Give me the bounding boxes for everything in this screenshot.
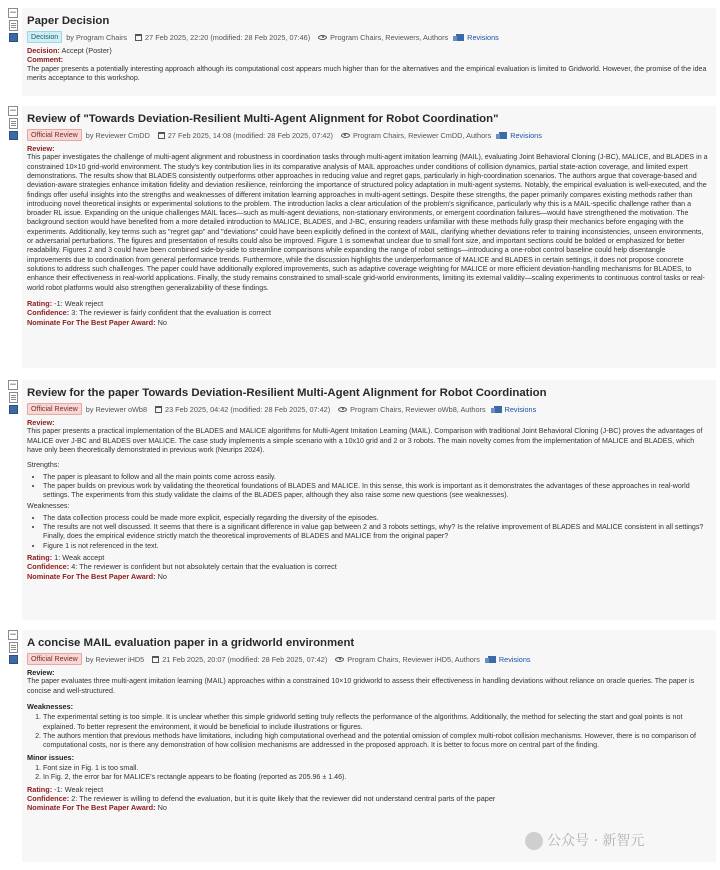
confidence-label: Confidence: xyxy=(27,562,70,572)
confidence-value: 2: The reviewer is willing to defend the evaluation, but it is quite likely that the reviewer did not understand central parts of the paper xyxy=(71,794,496,803)
list-item: • The paper is pleasant to follow and all the main points come across easily. xyxy=(43,473,710,482)
review-label: Review: xyxy=(27,668,55,677)
note-author: by Program Chairs xyxy=(66,32,128,42)
calendar-icon xyxy=(135,34,142,41)
note-meta xyxy=(27,653,710,665)
note-date: 27 Feb 2025, 22:20 (modified: 28 Feb 2025, 07:46) xyxy=(145,32,311,42)
eye-icon xyxy=(335,657,344,662)
watermark: 公众号 · 新智元 xyxy=(525,830,644,850)
note-controls xyxy=(7,8,19,42)
nominate-label: Nominate For The Best Paper Award: xyxy=(27,803,156,813)
expand-view-icon[interactable] xyxy=(9,20,18,31)
weaknesses-list xyxy=(27,713,710,750)
eye-icon xyxy=(341,133,350,138)
nominate-value: No xyxy=(157,317,167,327)
rating-label: Rating: xyxy=(27,298,53,308)
note-date: 27 Feb 2025, 14:08 (modified: 28 Feb 2025, 07:42) xyxy=(167,130,333,140)
collapse-button[interactable]: − xyxy=(9,8,17,18)
minor-issues-heading: Minor issues: xyxy=(27,752,75,762)
list-item: • The results are not well discussed. It seems that there is a significant difference in value gap between 2 and 3 robots settings, why? Is the relative improvement of BLADES and MALICE consistent in all settings? Finally, does the empirical evidence strictly match the theoretical improvements of BLADES and MALICE from the original paper? xyxy=(43,523,710,542)
confidence-value: 4: The reviewer is confident but not absolutely certain that the evaluation is correct xyxy=(71,562,337,572)
expand-view-icon[interactable] xyxy=(9,118,18,129)
revisions-link[interactable]: Revisions xyxy=(494,405,537,414)
note-date: 21 Feb 2025, 20:07 (modified: 28 Feb 2025, 07:42) xyxy=(162,654,328,664)
strengths-heading: Strengths: xyxy=(27,461,60,470)
list-item: • Figure 1 is not referenced in the text. xyxy=(43,542,710,551)
note-readers: Program Chairs, Reviewer iHD5, Authors xyxy=(347,654,480,664)
list-item: 2. In Fig. 2, the error bar for MALICE's rectangle appears to be floating (reported as 205.96 ± 1.46). xyxy=(43,773,710,782)
review-label: Review: xyxy=(27,144,55,153)
collapse-button[interactable]: − xyxy=(9,106,17,116)
rating-label: Rating: xyxy=(27,552,53,562)
list-item: 1. The experimental setting is too simple. It is unclear whether this simple gridworld setting truly reflects the performance of the algorithms. Additionally, the method for selecting the start and goal points is not explained. To better represent the environment, it would be beneficial to include illustrations or figures. xyxy=(43,713,710,732)
collapse-button[interactable]: − xyxy=(9,380,17,390)
collapse-button[interactable]: − xyxy=(9,630,17,640)
note-meta xyxy=(27,129,710,141)
comment-label: Comment: xyxy=(27,55,64,65)
decision-label: Decision: xyxy=(27,46,60,55)
strengths-list xyxy=(27,473,710,501)
weaknesses-list xyxy=(27,514,710,551)
review-text: The paper evaluates three multi-agent imitation learning (MAIL) approaches within a constrained 10×10 gridworld to assess their effectiveness in handling deviations without reliance on oracle queries. The paper is concise and well-structured. xyxy=(27,677,695,695)
note-author: by Reviewer CmDD xyxy=(85,130,150,140)
note-title: Review of "Towards Deviation-Resilient Multi-Agent Alignment for Robot Coordination" xyxy=(27,113,499,125)
note-date: 23 Feb 2025, 04:42 (modified: 28 Feb 2025, 07:42) xyxy=(165,404,331,414)
revisions-link[interactable]: Revisions xyxy=(499,131,542,140)
rating-value: -1: Weak reject xyxy=(54,298,104,308)
decision-value: Accept (Poster) xyxy=(61,46,112,55)
note-readers: Program Chairs, Reviewer CmDD, Authors xyxy=(352,130,492,140)
revisions-icon xyxy=(488,656,496,663)
wechat-logo-icon xyxy=(525,832,543,850)
note-readers: Program Chairs, Reviewers, Authors xyxy=(330,32,449,42)
rating-value: -1: Weak reject xyxy=(54,784,104,794)
decision-badge: Decision xyxy=(27,31,62,43)
trash-icon[interactable] xyxy=(9,33,18,42)
note-controls xyxy=(7,106,19,140)
note-controls xyxy=(7,630,19,664)
rating-value: 1: Weak accept xyxy=(54,552,105,562)
nominate-value: No xyxy=(157,571,167,581)
review-badge: Official Review xyxy=(27,403,82,415)
revisions-icon xyxy=(456,34,464,41)
expand-view-icon[interactable] xyxy=(9,392,18,403)
revisions-icon xyxy=(494,406,502,413)
review-text: This paper investigates the challenge of multi-agent alignment and robustness in coordination tasks through multi-agent imitation learning (MAIL), evaluating Joint Behavioral Cloning (J-BC), MALICE, and BLADES in a constrained 10×10 grid-world environment. The study's key contribution lies in its comparative analysis of MAIL approaches under conditions of collision dynamics, partial state-action coverage, and limited expert demonstrations. The results show that BLADES consistently outperforms other approaches in reducing value and regret gaps, particularly in high-coordination scenarios. The authors argue that coverage-based and deviation-aware strategies enhance imitation fidelity and deviation resilience, reinforcing the importance of structured policy adaptation in multi-agent systems. Notably, the empirical evaluation is well-executed, and the findings offer useful insights into the strengths and weaknesses of different imitation learning approaches in multi-agent settings. Despite these strengths, the paper primarily compares existing methods rather than introducing novel theoretical insights or experimental solutions to the problem. The introduction lacks a clear articulation of the problem's significance, particularly why this is a MAIL-specific challenge rather than a broader RL issue. Expanding on the unique challenges MAIL faces—such as multi-agent deviations, non-stationary environments, or emergent coordination failures—would have strengthened the motivation. The background section would have benefited from a more detailed introduction to MALICE, BLADES, and J-BC, ensuring readers unfamiliar with these methods fully grasp their mechanics before engaging with the experiments. Additionally, key terms such as "regret gap" and "deviations" could have been explicitly defined in the context of MAIL, clarifying whether deviations refer to training inconsistencies, unseen environments, or adversarial perturbations. The figures and presentation of results could also be improved. Figure 1 is somewhat unclear due to small font size, and important sections could be bolded or emphasized for better readability. Figures 2 and 3 could have been combined side-by-side to streamline comparisons while expanding the range of robot settings—introducing a one-robot control baseline could help disentangle improvements due to coordination from general performance trends. Furthermore, while the discussion highlights the underperformance of MALICE and BLADES in certain settings, it does not propose concrete solutions to address such challenges. The paper could have additionally explored improvements, such as adaptive coverage weighting for MALICE or more efficient deviation-handling mechanisms for BLADES, to enhance their effectiveness in real-world applications. Finally, the study remains constrained to small-scale grid-world environments, limiting its external validity—scaling experiments to continuous control tasks or real-world robot platforms would also strengthen generalizability of these findings. xyxy=(27,153,708,292)
nominate-value: No xyxy=(157,803,167,813)
note-controls xyxy=(7,380,19,414)
comment-text: The paper presents a potentially interesting approach although its computational cost appears much higher than for the alternatives and the empirical evaluation is limited to Gridworld. However, the promise of the idea merits acceptance to this workshop. xyxy=(27,64,707,83)
note-meta xyxy=(27,403,710,415)
rating-label: Rating: xyxy=(27,784,53,794)
revisions-link[interactable]: Revisions xyxy=(488,655,531,664)
weaknesses-heading: Weaknesses: xyxy=(27,502,70,511)
review-note-ihd5 xyxy=(22,630,716,862)
list-item: • The data collection process could be made more explicit, especially regarding the diversity of the episodes. xyxy=(43,514,710,523)
note-meta xyxy=(27,31,710,43)
note-author: by Reviewer oWb8 xyxy=(85,404,148,414)
list-item: 1. Font size in Fig. 1 is too small. xyxy=(43,764,710,773)
trash-icon[interactable] xyxy=(9,405,18,414)
confidence-label: Confidence: xyxy=(27,308,70,318)
decision-note xyxy=(22,8,716,96)
list-item: 2. The authors mention that previous methods have limitations, including high computational overhead and the potential omission of complex multi-robot collision mechanisms. However, there is no comparison of computational costs, nor is there any demonstration of how collision mechanisms are addressed in the proposed approach. It is better to focus more on central part of the finding. xyxy=(43,732,710,751)
nominate-label: Nominate For The Best Paper Award: xyxy=(27,317,156,327)
review-text: This paper presents a practical implementation of the BLADES and MALICE algorithms for Multi-Agent Imitation Learning (MAIL). Comparison with traditional Joint Behavioral Cloning (J-BC) proves the advantages of MALICE over J-BC and BLADES over MALICE. The case study implements a simple scenario with a 10x10 grid and 2 or 3 robots. The main novelty comes from the implementation of MALICE and BLADES, which have only been theoretically demonstrated in previous work (Neurips 2024). xyxy=(27,427,703,454)
eye-icon xyxy=(318,35,327,40)
review-note-owb8 xyxy=(22,380,716,620)
review-label: Review: xyxy=(27,418,55,427)
revisions-link[interactable]: Revisions xyxy=(456,33,499,42)
note-title: Review for the paper Towards Deviation-Resilient Multi-Agent Alignment for Robot Coordination xyxy=(27,387,547,399)
weaknesses-heading: Weaknesses: xyxy=(27,702,74,711)
note-readers: Program Chairs, Reviewer oWb8, Authors xyxy=(350,404,486,414)
list-item: • The paper builds on previous work by validating the theoretical foundations of BLADES and MALICE. In this sense, this work is important as it demonstrates the advantages of these approaches in real-world settings. The experiments from this study validate the claims of the BLADES paper, although they also raise some new questions (see weaknesses). xyxy=(43,482,710,501)
calendar-icon xyxy=(158,132,165,139)
note-title: A concise MAIL evaluation paper in a gridworld environment xyxy=(27,637,355,649)
confidence-label: Confidence: xyxy=(27,794,70,803)
minor-issues-list xyxy=(27,764,710,783)
confidence-value: 3: The reviewer is fairly confident that the evaluation is correct xyxy=(71,308,272,318)
expand-view-icon[interactable] xyxy=(9,642,18,653)
calendar-icon xyxy=(155,406,162,413)
review-badge: Official Review xyxy=(27,653,82,665)
trash-icon[interactable] xyxy=(9,131,18,140)
review-note-cmdd xyxy=(22,106,716,368)
eye-icon xyxy=(338,407,347,412)
nominate-label: Nominate For The Best Paper Award: xyxy=(27,571,156,581)
revisions-icon xyxy=(499,132,507,139)
note-title: Paper Decision xyxy=(27,15,110,27)
review-badge: Official Review xyxy=(27,129,82,141)
calendar-icon xyxy=(152,656,159,663)
note-author: by Reviewer iHD5 xyxy=(85,654,145,664)
trash-icon[interactable] xyxy=(9,655,18,664)
